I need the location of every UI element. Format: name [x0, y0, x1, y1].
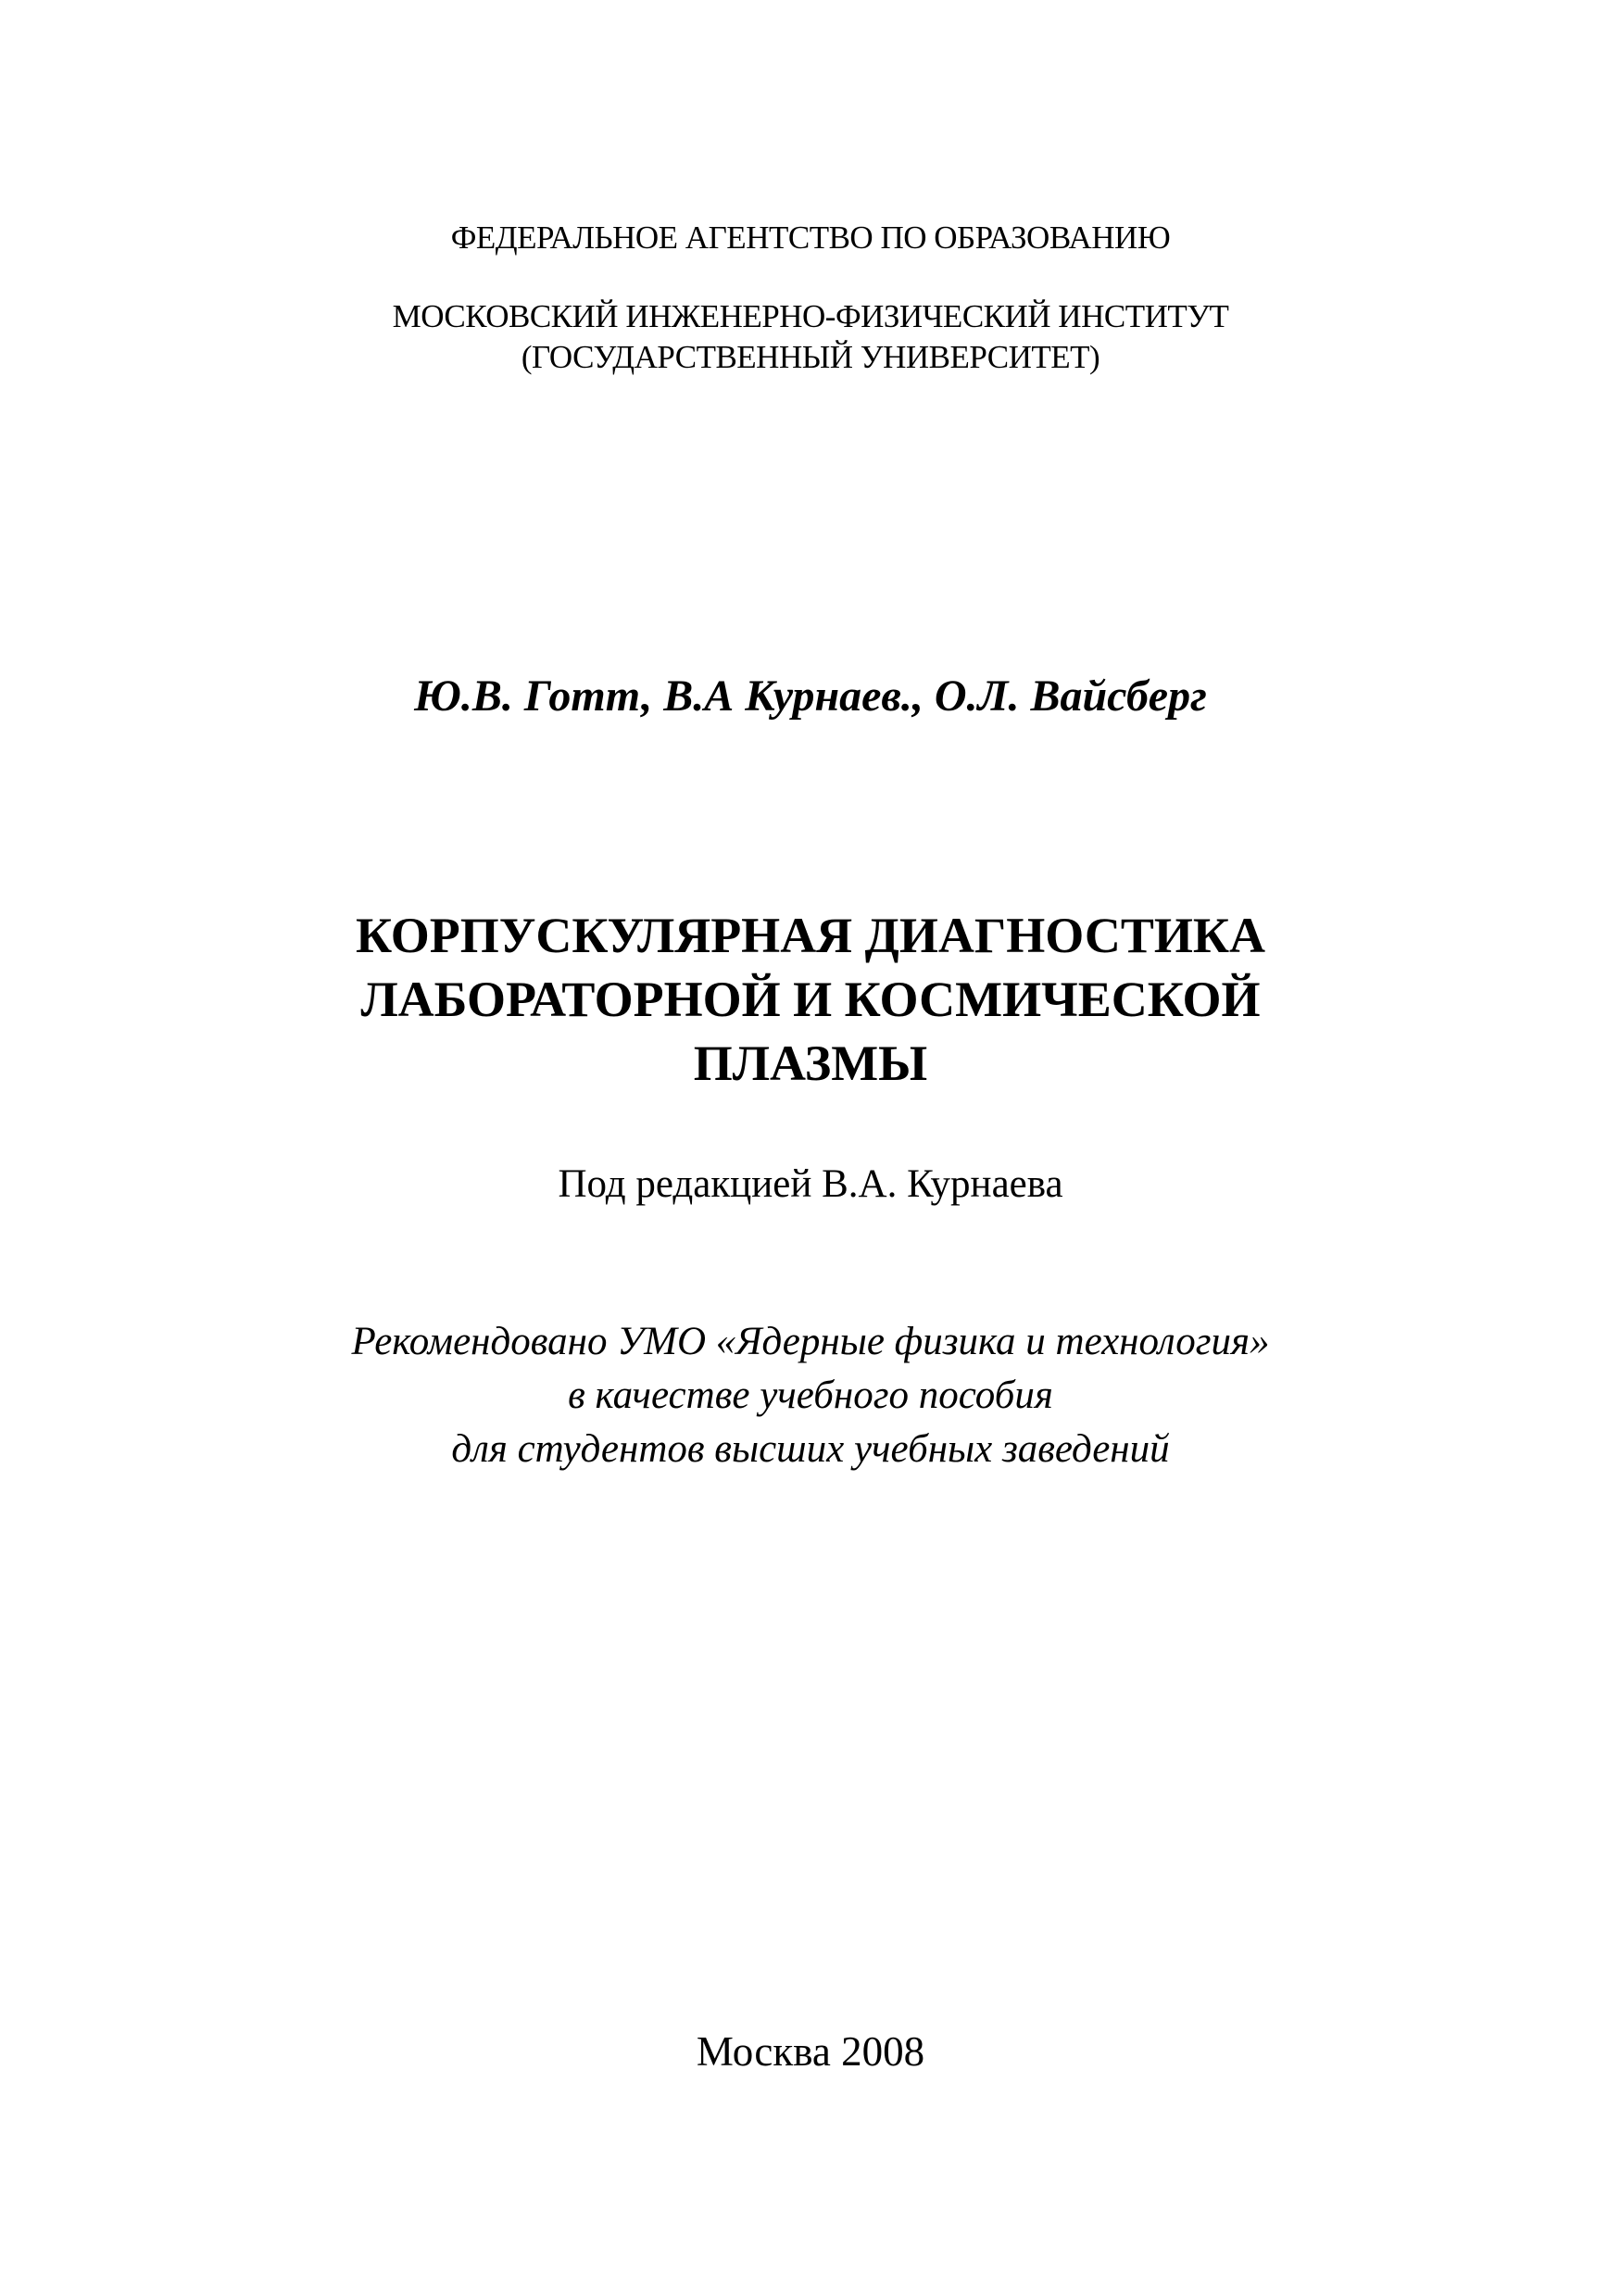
- institute-name: МОСКОВСКИЙ ИНЖЕНЕРНО-ФИЗИЧЕСКИЙ ИНСТИТУТ: [392, 298, 1229, 334]
- recommendation-line-3: для студентов высших учебных заведений: [451, 1427, 1170, 1471]
- editor-note: Под редакцией В.А. Курнаева: [558, 1162, 1063, 1206]
- authors: Ю.В. Готт, В.А Курнаев., О.Л. Вайсберг: [414, 671, 1207, 721]
- book-title-line-1: КОРПУСКУЛЯРНАЯ ДИАГНОСТИКА: [355, 908, 1266, 963]
- institute-subtitle: (ГОСУДАРСТВЕННЫЙ УНИВЕРСИТЕТ): [521, 339, 1100, 375]
- imprint-city-year: Москва 2008: [696, 2028, 925, 2075]
- recommendation-line-1: Рекомендовано УМО «Ядерные физика и технология»: [351, 1320, 1270, 1363]
- agency-name: ФЕДЕРАЛЬНОЕ АГЕНТСТВО ПО ОБРАЗОВАНИЮ: [450, 220, 1171, 256]
- book-title-line-2: ЛАБОРАТОРНОЙ И КОСМИЧЕСКОЙ: [360, 972, 1261, 1027]
- book-title-line-3: ПЛАЗМЫ: [693, 1035, 928, 1091]
- recommendation-line-2: в качестве учебного пособия: [568, 1374, 1053, 1417]
